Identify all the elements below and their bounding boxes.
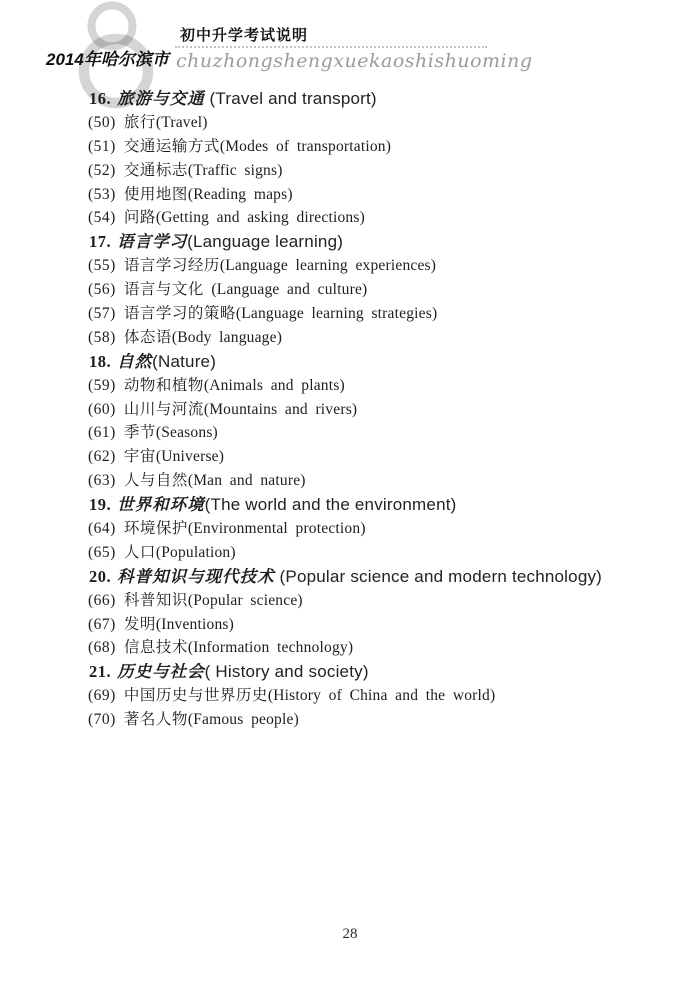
section-title-cn: 旅游与交通 — [117, 89, 205, 108]
topic-item — [0, 374, 700, 398]
item-text-cn: 发明 — [123, 615, 156, 633]
item-text-en: (Animals and plants) — [203, 376, 345, 394]
item-number: (59) — [88, 376, 116, 394]
item-text-en: (Reading maps) — [187, 185, 293, 203]
section-number: 20. — [89, 566, 112, 586]
item-number: (53) — [88, 185, 116, 203]
item-text-cn: 著名人物 — [123, 711, 188, 729]
item-text-cn: 中国历史与世界历史 — [123, 687, 268, 705]
section-title-en: ( History and society) — [204, 662, 369, 682]
topic-item — [0, 684, 700, 708]
section-number: 19. — [89, 495, 112, 515]
item-text-en: (Language and culture) — [203, 281, 368, 299]
section-title-cn: 世界和环境 — [117, 495, 205, 515]
item-text-en: (Information technology) — [187, 639, 354, 657]
item-number: (51) — [88, 137, 116, 155]
section-number: 16. — [89, 89, 112, 108]
item-text-cn: 山川与河流 — [123, 400, 204, 418]
topic-item — [0, 135, 700, 159]
topic-item — [0, 421, 700, 445]
item-number: (66) — [88, 591, 116, 609]
section-heading — [0, 660, 700, 684]
item-text-cn: 问路 — [123, 209, 156, 227]
item-number: (63) — [88, 472, 116, 490]
topic-item — [0, 206, 700, 230]
page-number: 28 — [342, 926, 358, 942]
pinyin-subtitle: chuzhongshengxuekaoshishuoming — [176, 50, 533, 72]
item-number: (65) — [88, 543, 116, 561]
item-number: (55) — [88, 257, 116, 275]
item-number: (60) — [88, 400, 116, 418]
topic-item — [0, 278, 700, 302]
item-text-cn: 语言学习经历 — [123, 257, 220, 275]
item-text-en: (Mountains and rivers) — [203, 400, 358, 418]
item-number: (52) — [88, 161, 116, 179]
item-number: (70) — [88, 711, 116, 729]
item-number: (61) — [88, 424, 116, 442]
section-number: 21. — [89, 662, 112, 682]
topic-item — [0, 302, 700, 326]
topic-item — [0, 589, 700, 613]
item-text-en: (Inventions) — [155, 615, 235, 633]
item-number: (67) — [88, 615, 116, 633]
section-heading — [0, 565, 700, 589]
item-text-cn: 动物和植物 — [123, 376, 204, 394]
item-text-en: (Seasons) — [155, 424, 218, 442]
item-text-cn: 交通运输方式 — [123, 137, 220, 155]
section-heading — [0, 350, 700, 374]
section-number: 18. — [89, 351, 112, 371]
item-text-en: (Language learning experiences) — [219, 257, 437, 275]
section-title-en: (Language learning) — [187, 232, 344, 252]
item-text-en: (Body language) — [171, 328, 283, 346]
topic-item — [0, 398, 700, 422]
item-number: (57) — [88, 305, 116, 323]
item-text-en: (Traffic signs) — [187, 161, 283, 179]
item-text-cn: 人与自然 — [123, 472, 188, 490]
section-title-en: (Nature) — [152, 351, 217, 371]
doc-title: 初中升学考试说明 — [180, 27, 309, 44]
section-number: 17. — [89, 232, 112, 252]
item-text-en: (Universe) — [155, 448, 225, 466]
item-number: (56) — [88, 281, 116, 299]
item-text-cn: 环境保护 — [123, 520, 188, 538]
item-text-en: (Famous people) — [187, 711, 299, 729]
item-number: (69) — [88, 687, 116, 705]
section-heading — [0, 230, 700, 254]
item-number: (68) — [88, 639, 116, 657]
section-heading — [0, 493, 700, 517]
edition-label: 2014年哈尔滨市 — [46, 50, 169, 69]
item-number: (54) — [88, 209, 116, 227]
item-number: (62) — [88, 448, 116, 466]
section-title-en: (Travel and transport) — [204, 89, 377, 108]
item-text-cn: 旅行 — [123, 113, 156, 131]
item-text-en: (Getting and asking directions) — [155, 209, 365, 227]
item-text-cn: 语言学习的策略 — [123, 305, 236, 323]
topic-item — [0, 159, 700, 183]
item-text-cn: 使用地图 — [123, 185, 188, 203]
item-number: (64) — [88, 520, 116, 538]
item-text-cn: 信息技术 — [123, 639, 188, 657]
item-text-en: (Travel) — [155, 113, 208, 131]
item-text-en: (Population) — [155, 543, 236, 561]
section-title-en: (The world and the environment) — [204, 495, 457, 515]
item-text-en: (Modes of transportation) — [219, 137, 392, 155]
item-text-en: (Environmental protection) — [187, 520, 366, 538]
topic-item — [0, 541, 700, 565]
item-text-cn: 交通标志 — [123, 161, 188, 179]
topic-item — [0, 111, 700, 135]
section-title-en: (Popular science and modern technology) — [274, 566, 603, 586]
topic-item — [0, 613, 700, 637]
topic-item — [0, 326, 700, 350]
section-title-cn: 历史与社会 — [117, 662, 205, 682]
section-title-cn: 语言学习 — [117, 232, 188, 252]
item-text-cn: 宇宙 — [123, 448, 156, 466]
item-number: (50) — [88, 113, 116, 131]
item-text-en: (Popular science) — [187, 591, 303, 609]
item-text-cn: 科普知识 — [123, 591, 188, 609]
topic-item — [0, 708, 700, 732]
item-text-en: (Man and nature) — [187, 472, 306, 490]
item-number: (58) — [88, 328, 116, 346]
topic-list — [0, 87, 700, 732]
dotted-divider — [175, 46, 487, 48]
section-title-cn: 科普知识与现代技术 — [117, 566, 275, 586]
item-text-cn: 体态语 — [123, 328, 172, 346]
topic-item — [0, 254, 700, 278]
item-text-cn: 季节 — [123, 424, 156, 442]
item-text-cn: 语言与文化 — [123, 281, 204, 299]
topic-item — [0, 183, 700, 207]
item-text-en: (Language learning strategies) — [235, 305, 438, 323]
item-text-en: (History of China and the world) — [267, 687, 496, 705]
topic-item — [0, 636, 700, 660]
topic-item — [0, 517, 700, 541]
item-text-cn: 人口 — [123, 543, 156, 561]
topic-item — [0, 445, 700, 469]
section-title-cn: 自然 — [117, 351, 153, 371]
section-heading — [0, 87, 700, 111]
topic-item — [0, 469, 700, 493]
